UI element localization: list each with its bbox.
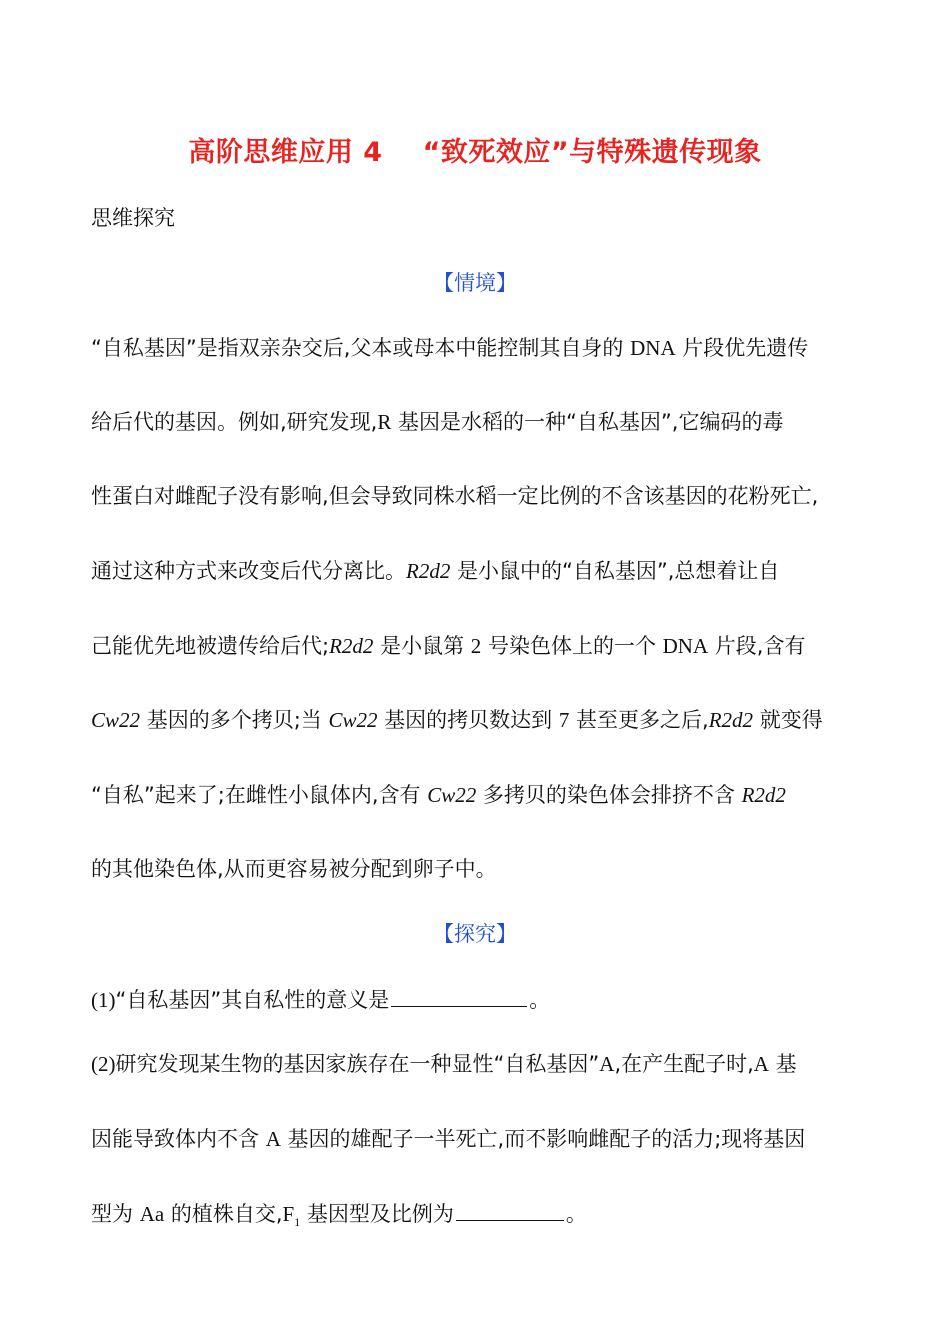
answer-blank-2[interactable]	[456, 1198, 564, 1221]
situation-line-6: Cw22 基因的多个拷贝;当 Cw22 基因的拷贝数达到 7 甚至更多之后,R2d2 就变得	[91, 708, 823, 732]
section-label: 思维探究	[91, 206, 175, 230]
answer-blank-1[interactable]	[391, 984, 527, 1007]
question-2-line-1: (2)研究发现某生物的基因家族存在一种显性“自私基因”A,在产生配子时,A 基	[91, 1052, 797, 1076]
title-part-1: 高阶思维应用 4	[188, 137, 383, 168]
title-part-2: “致死效应”与特殊遗传现象	[422, 137, 762, 168]
question-1: (1)“自私基因”其自私性的意义是 。	[91, 984, 550, 1015]
situation-heading: 【情境】	[433, 271, 517, 295]
situation-line-3: 性蛋白对雌配子没有影响,但会导致同株水稻一定比例的不含该基因的花粉死亡,	[91, 484, 819, 508]
page-title	[0, 130, 950, 169]
situation-line-7: “自私”起来了;在雌性小鼠体内,含有 Cw22 多拷贝的染色体会排挤不含 R2d2	[91, 783, 786, 807]
situation-line-8: 的其他染色体,从而更容易被分配到卵子中。	[91, 857, 497, 881]
question-2-line-2: 因能导致体内不含 A 基因的雄配子一半死亡,而不影响雌配子的活力;现将基因	[91, 1127, 806, 1151]
situation-line-4: 通过这种方式来改变后代分离比。R2d2 是小鼠中的“自私基因”,总想着让自	[91, 559, 780, 583]
question-2-line-3: 型为 Aa 的植株自交$,F_1$ 基因型及比例为 。	[91, 1198, 587, 1237]
situation-line-2: 给后代的基因。例如,研究发现,R 基因是水稻的一种“自私基因”,它编码的毒	[91, 410, 784, 434]
explore-heading: 【探究】	[433, 922, 517, 946]
situation-line-1: “自私基因”是指双亲杂交后,父本或母本中能控制其自身的 DNA 片段优先遗传	[91, 336, 809, 360]
situation-line-5: 己能优先地被遗传给后代;R2d2 是小鼠第 2 号染色体上的一个 DNA 片段,含有	[91, 634, 806, 658]
